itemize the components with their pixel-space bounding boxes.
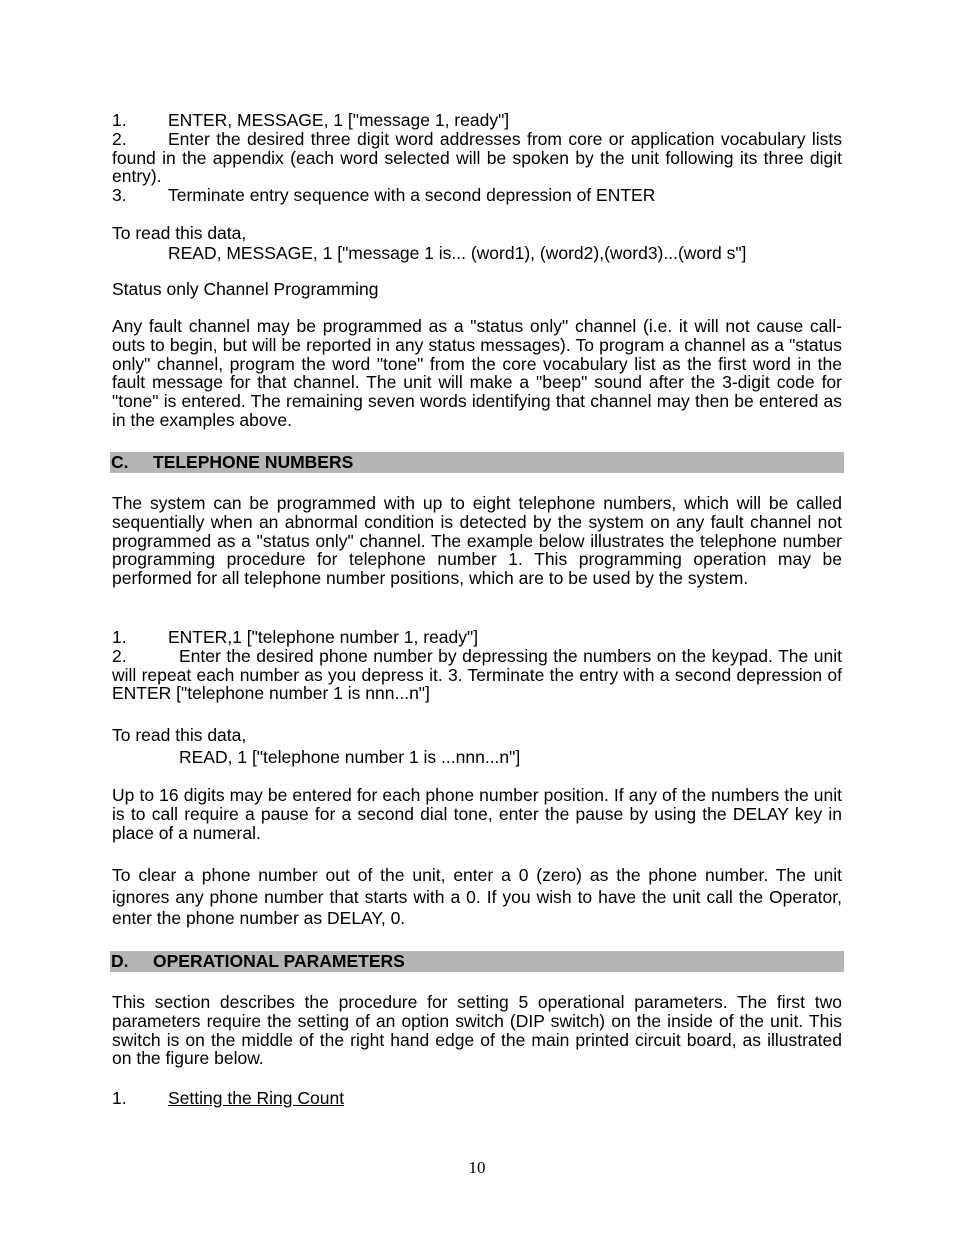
telephone-intro-paragraph: The system can be programmed with up to eight telephone numbers, which will be called sequentially when an abnormal condition is detected by the system on any fault channel not programmed as a "status only" channel. The example below illustrates the telephone number programming procedure for telephone number 1. This programming operation may be performed for all telephone number positions, which are to be used by the system. <box>112 493 842 589</box>
read-intro: To read this data, <box>112 725 247 745</box>
clear-number-paragraph: To clear a phone number out of the unit, enter a 0 (zero) as the phone number. The unit ignores any phone number that starts with a 0. If you wish to have the unit call the Operator, enter the phone number as DELAY, 0. <box>112 865 842 928</box>
step-text: ENTER,1 ["telephone number 1, ready"] <box>168 627 479 647</box>
list-item <box>112 628 842 647</box>
step-text: Enter the desired three digit word addresses from core or application vocabulary lists found in the appendix (each word selected will be spoken by the unit following its three digit entry). <box>112 128 842 187</box>
step-number: 1. <box>112 110 127 130</box>
digits-paragraph: Up to 16 digits may be entered for each phone number position. If any of the numbers the unit is to call require a pause for a second dial tone, enter the pause by using the DELAY key in place of a numeral. <box>112 785 842 843</box>
step-number: 3. <box>112 185 127 206</box>
section-c-header <box>110 452 844 473</box>
step-number: 2. <box>112 128 127 149</box>
step-number: 1. <box>112 1088 127 1108</box>
section-d-header <box>110 951 844 972</box>
list-item <box>112 130 842 186</box>
read-telephone-block <box>112 726 842 767</box>
step-text: ENTER, MESSAGE, 1 ["message 1, ready"] <box>168 110 510 130</box>
read-message-block <box>112 224 842 263</box>
step-number: 1. <box>112 627 127 647</box>
list-item <box>112 111 842 130</box>
step-text: Terminate entry sequence with a second depression of ENTER <box>168 185 656 206</box>
read-command: READ, 1 ["telephone number 1 is ...nnn...n"] <box>179 746 521 767</box>
section-title: OPERATIONAL PARAMETERS <box>153 951 405 971</box>
step-number: 2. <box>112 645 127 666</box>
status-only-heading: Status only Channel Programming <box>112 279 379 299</box>
message-steps <box>112 111 842 205</box>
read-command: READ, MESSAGE, 1 ["message 1 is... (word1), (word2),(word3)...(word s"] <box>168 242 747 263</box>
status-only-paragraph: Any fault channel may be programmed as a "status only" channel (i.e. it will not cause call-outs to begin, but will be reported in any status messages). To program a channel as a "status only" channel, program the word "tone" from the core vocabulary list as the first word in the fault message for that channel. The unit will make a "beep" sound after the 3-digit code for "tone" is entered. The remaining seven words identifying that channel may then be entered as in the examples above. <box>112 316 842 430</box>
step-text: Setting the Ring Count <box>168 1088 345 1108</box>
read-intro: To read this data, <box>112 223 247 243</box>
section-letter: D. <box>111 951 129 971</box>
step-text: Enter the desired phone number by depressing the numbers on the keypad. The unit will repeat each number as you depress it. 3. Terminate the entry with a second depression of ENTER ["telephone number 1 is nnn...n"] <box>112 645 842 704</box>
list-item <box>112 647 842 703</box>
list-item <box>112 1089 842 1108</box>
operational-intro-paragraph: This section describes the procedure for setting 5 operational parameters. The first two parameters require the setting of an option switch (DIP switch) on the inside of the unit. This switch is on the middle of the right hand edge of the main printed circuit board, as illustrated on the figure below. <box>112 992 842 1069</box>
list-item <box>112 186 842 205</box>
section-letter: C. <box>111 452 129 472</box>
page-number: 10 <box>468 1158 486 1177</box>
telephone-steps <box>112 628 842 703</box>
section-title: TELEPHONE NUMBERS <box>153 452 354 472</box>
